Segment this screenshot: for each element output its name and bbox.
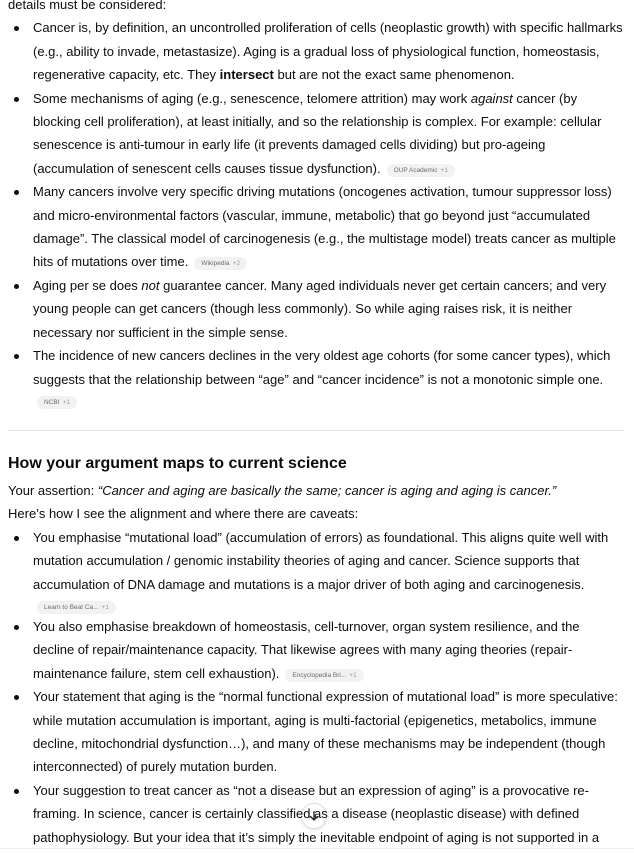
list-item: [33, 180, 624, 274]
alignment-list: [8, 526, 624, 849]
citation-chip[interactable]: [194, 257, 247, 270]
citation-source: OUP Academic: [393, 166, 438, 174]
assertion-text: [8, 479, 624, 502]
intro-text: details must be considered:: [8, 0, 167, 12]
item-text: The incidence of new cancers declines in the very oldest age cohorts (for some cancer types), which suggests that the relationship between “age” and “cancer incidence” is not a monotonic simple one.: [33, 348, 611, 387]
item-text: but are not the exact same phenomenon.: [273, 67, 515, 83]
italic-text: against: [470, 90, 513, 106]
section-heading: How your argument maps to current science: [8, 454, 347, 472]
citation-chip[interactable]: [37, 396, 77, 409]
citation-source: Learn to Beat Ca...: [44, 603, 99, 611]
list-item: [33, 87, 624, 181]
item-text: Aging per se does: [33, 277, 142, 293]
list-item: [33, 779, 624, 849]
citation-row: [33, 391, 624, 410]
lead-text: Here’s how I see the alignment and where there are caveats:: [8, 506, 359, 522]
italic-text: not: [141, 277, 160, 293]
item-text: cancer (by blocking cell proliferation), at least initially, and so the relationship is complex. For example: cellular senescence is anti-tumour in early life (it prevents damaged cells dividing) but pro-ageing (accumulation of senescent cells causes tissue dysfunction).: [33, 90, 602, 176]
assertion-quote: “Cancer and aging are basically the same; cancer is aging and aging is cancer.”: [97, 482, 557, 498]
list-item: [33, 685, 624, 779]
citation-chip[interactable]: [285, 669, 363, 682]
citation-source: Wikipedia: [201, 260, 230, 268]
item-text: Some mechanisms of aging (e.g., senescence, telomere attrition) may work: [33, 90, 471, 106]
list-item: [33, 16, 624, 86]
item-text: Your statement that aging is the “normal functional expression of mutational load” is more speculative: while mutation accumulation is important, aging is multi-factorial (epigenetics, metabolics, immune decline, mitochondrial dysfunction…), and many of these mechanisms may be independent (though interconnected) of purely mutation burden.: [33, 689, 618, 775]
citation-source: NCBI: [44, 398, 60, 406]
citation-count: +1: [101, 603, 109, 611]
citation-row: [33, 596, 624, 615]
citation-count: +1: [440, 166, 448, 174]
citation-count: +2: [232, 260, 240, 268]
caveats-list: [8, 16, 624, 410]
citation-source: Encyclopedia Bri...: [292, 671, 347, 679]
citation-chip[interactable]: [387, 164, 455, 177]
list-item: [33, 526, 624, 615]
list-item: [33, 344, 624, 410]
item-text: guarantee cancer. Many aged individuals never get certain cancers; and very young people can get cancers (though less commonly). So while aging raises risk, it is neither necessary nor sufficient in the simple sense.: [33, 277, 607, 340]
section-divider: [8, 430, 624, 431]
citation-count: +1: [62, 398, 70, 406]
assertion-label: Your assertion:: [8, 482, 98, 498]
item-text: You also emphasise breakdown of homeostasis, cell-turnover, organ system resilience, and the decline of repair/maintenance capacity. That likewise agrees with many aging theories (repair-maintenance failure, stem cell exhaustion).: [33, 618, 580, 681]
citation-chip[interactable]: [37, 601, 116, 614]
item-text: Your suggestion to treat cancer as “not a disease but an expression of aging” is a provocative re-framing. In science, cancer is certainly classified as a disease (neoplastic disease) with defined pathophysiology. But your idea that it’s simply the inevitable endpoint of aging is not supported in a: [33, 782, 600, 845]
bold-text: intersect: [219, 67, 274, 83]
list-item: [33, 274, 624, 344]
list-item: [33, 615, 624, 685]
item-text: Many cancers involve very specific driving mutations (oncogenes activation, tumour suppressor loss) and micro-environmental factors (vascular, immune, metabolic) that go beyond just “accumulated damage”. The classical model of carcinogenesis (e.g., the multistage model) treats cancer as multiple hits of mutations over time.: [33, 184, 616, 270]
assistant-message: [8, 0, 624, 849]
item-text: You emphasise “mutational load” (accumulation of errors) as foundational. This aligns quite well with mutation accumulation / genomic instability theories of aging and cancer. Science supports that accumulation of DNA damage and mutations is a major driver of both aging and carcinogenesis.: [33, 529, 609, 592]
citation-count: +1: [349, 671, 357, 679]
item-text: Cancer is, by definition, an uncontrolled proliferation of cells (neoplastic growth) with specific hallmarks (e.g., ability to invade, metastasize). Aging is a gradual loss of physiological function, homeostasis, regenerative capacity, etc. They: [33, 20, 623, 83]
